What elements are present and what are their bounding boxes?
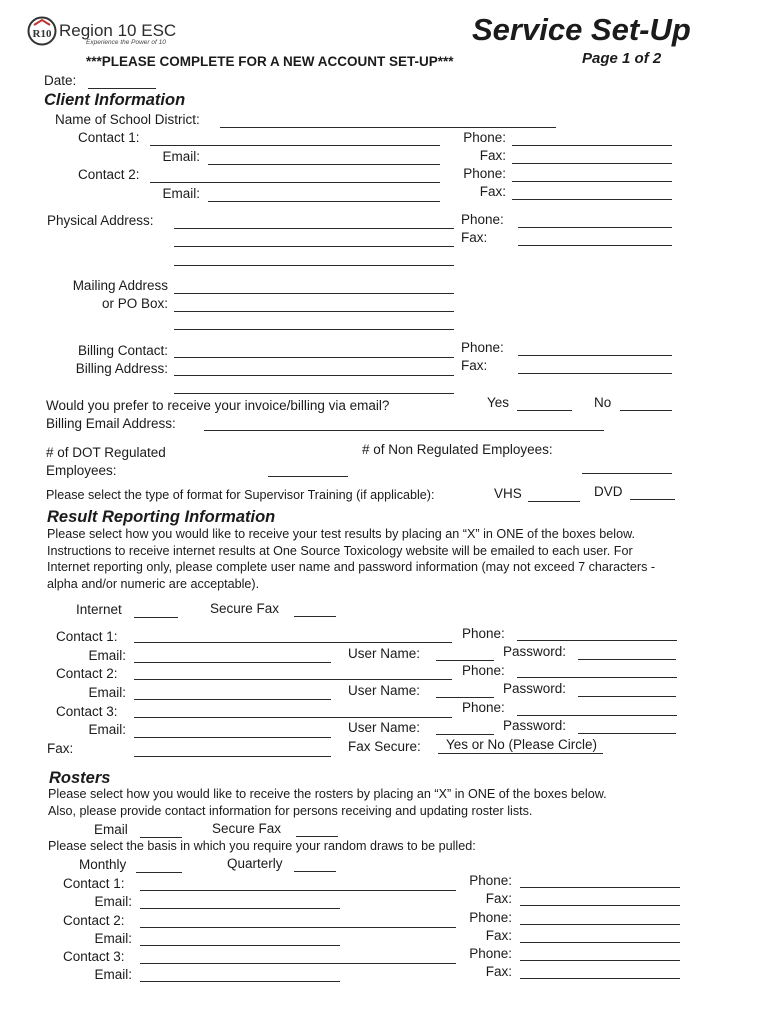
quarterly-field[interactable] [294,871,336,872]
billing-email-label: Billing Email Address: [46,416,176,431]
rosters-instructions-1: Please select how you would like to receive the rosters by placing an “X” in ONE of the boxes below. [48,787,607,801]
contact2-phone-field[interactable] [512,181,672,182]
vhs-field[interactable] [528,501,580,502]
contact2-fax-label: Fax: [479,184,506,199]
physical-address-field-1[interactable] [174,228,454,229]
logo-tagline: Experience the Power of 10 [86,39,166,46]
result-reporting-heading: Result Reporting Information [47,508,276,526]
roster-contact2-fax-label: Fax: [485,928,512,943]
result-contact1-username-field[interactable] [436,660,494,661]
secure-fax-field[interactable] [294,616,336,617]
physical-address-label: Physical Address: [47,213,154,228]
result-contact2-email-field[interactable] [134,699,331,700]
contact1-fax-label: Fax: [479,148,506,163]
billing-contact-label: Billing Contact: [77,343,168,358]
contact2-email-label: Email: [162,186,200,201]
fax-secure-choice[interactable]: Yes or No (Please Circle) [438,738,603,754]
result-fax-label: Fax: [47,741,74,756]
invoice-email-question: Would you prefer to receive your invoice/billing via email? [46,398,390,413]
physical-phone-label: Phone: [461,212,504,227]
result-contact2-field[interactable] [134,679,452,680]
result-fax-field[interactable] [134,756,331,757]
result-contact3-email-label: Email: [88,722,126,737]
contact1-email-label: Email: [162,149,200,164]
district-field[interactable] [220,127,556,128]
result-contact1-username-label: User Name: [348,646,421,661]
training-format-label: Please select the type of format for Supervisor Training (if applicable): [46,488,435,502]
roster-contact1-email-field[interactable] [140,908,340,909]
result-contact3-username-field[interactable] [436,734,494,735]
dot-label-line1: # of DOT Regulated [46,445,166,460]
roster-contact2-email-label: Email: [94,931,132,946]
contact2-email-field[interactable] [208,201,440,202]
roster-contact3-fax-field[interactable] [520,978,680,979]
billing-address-field-2[interactable] [174,393,454,394]
billing-address-field-1[interactable] [174,375,454,376]
contact1-label: Contact 1: [78,130,140,145]
result-contact2-phone-label: Phone: [462,663,505,678]
roster-contact3-phone-field[interactable] [520,960,680,961]
mailing-label-line1: Mailing Address [72,278,168,293]
mailing-label-line2: or PO Box: [101,296,168,311]
quarterly-label: Quarterly [227,856,283,871]
billing-address-label: Billing Address: [75,361,168,376]
result-contact1-label: Contact 1: [56,629,118,644]
roster-contact1-email-label: Email: [94,894,132,909]
roster-contact3-phone-label: Phone: [469,946,512,961]
roster-contact3-fax-label: Fax: [485,964,512,979]
contact1-field[interactable] [150,145,440,146]
billing-contact-field[interactable] [174,357,454,358]
monthly-field[interactable] [136,872,182,873]
result-contact2-label: Contact 2: [56,666,118,681]
mailing-address-field-1[interactable] [174,293,454,294]
result-contact1-phone-label: Phone: [462,626,505,641]
contact1-phone-label: Phone: [463,130,506,145]
dot-label-line2: Employees: [46,463,117,478]
internet-field[interactable] [134,617,178,618]
internet-label: Internet [76,602,122,617]
roster-contact2-fax-field[interactable] [520,942,680,943]
rosters-instructions-2: Also, please provide contact information for persons receiving and updating roster lists. [48,804,533,818]
invoice-yes-label: Yes [487,395,510,410]
roster-secure-fax-label: Secure Fax [212,821,282,836]
result-contact2-username-field[interactable] [436,697,494,698]
contact2-field[interactable] [150,182,440,183]
dvd-field[interactable] [630,499,675,500]
result-contact3-label: Contact 3: [56,704,118,719]
rosters-heading: Rosters [49,769,111,787]
vhs-label: VHS [494,486,522,501]
roster-email-field[interactable] [140,837,182,838]
roster-secure-fax-field[interactable] [296,836,338,837]
new-account-notice: ***PLEASE COMPLETE FOR A NEW ACCOUNT SET-UP*** [86,54,454,69]
dot-employees-field[interactable] [268,476,348,477]
billing-fax-label: Fax: [461,358,488,373]
result-contact2-password-label: Password: [503,681,567,696]
draw-basis-question: Please select the basis in which you require your random draws to be pulled: [48,839,476,853]
roster-contact1-label: Contact 1: [63,876,125,891]
contact2-label: Contact 2: [78,167,140,182]
page-number: Page 1 of 2 [582,50,662,67]
non-regulated-label: # of Non Regulated Employees: [362,442,553,457]
contact1-fax-field[interactable] [512,163,672,164]
client-info-heading: Client Information [44,91,186,109]
result-contact1-password-field[interactable] [578,659,676,660]
roster-contact1-phone-label: Phone: [469,873,512,888]
form-title: Service Set-Up [472,12,691,47]
result-contact3-password-label: Password: [503,718,567,733]
physical-fax-label: Fax: [461,230,488,245]
billing-fax-field[interactable] [518,373,672,374]
invoice-no-field[interactable] [620,410,672,411]
mailing-address-field-2[interactable] [174,311,454,312]
physical-fax-field[interactable] [518,245,672,246]
date-field[interactable] [88,88,156,89]
result-contact3-email-field[interactable] [134,737,331,738]
region10-logo-icon [27,16,57,46]
roster-contact2-phone-label: Phone: [469,910,512,925]
mailing-address-field-3[interactable] [174,329,454,330]
logo-text: Region 10 ESC [59,21,177,40]
roster-contact3-email-label: Email: [94,967,132,982]
roster-contact3-field[interactable] [140,963,456,964]
contact2-phone-label: Phone: [463,166,506,181]
roster-contact1-fax-label: Fax: [485,891,512,906]
fax-secure-label: Fax Secure: [348,739,421,754]
roster-contact2-email-field[interactable] [140,945,340,946]
date-label: Date: [44,73,77,88]
result-contact1-email-label: Email: [88,648,126,663]
roster-email-label: Email [94,822,128,837]
result-contact2-email-label: Email: [88,685,126,700]
result-contact1-phone-field[interactable] [517,640,677,641]
roster-contact1-fax-field[interactable] [520,905,680,906]
roster-contact2-phone-field[interactable] [520,924,680,925]
non-regulated-field[interactable] [582,473,672,474]
result-contact1-password-label: Password: [503,644,567,659]
result-contact3-password-field[interactable] [578,733,676,734]
result-contact2-password-field[interactable] [578,696,676,697]
result-contact3-username-label: User Name: [348,720,421,735]
svg-text:R10: R10 [32,28,52,40]
physical-address-field-2[interactable] [174,246,454,247]
contact1-email-field[interactable] [208,164,440,165]
roster-contact3-email-field[interactable] [140,981,340,982]
monthly-label: Monthly [79,857,127,872]
contact2-fax-field[interactable] [512,199,672,200]
billing-phone-field[interactable] [518,355,672,356]
result-contact1-email-field[interactable] [134,662,331,663]
contact1-phone-field[interactable] [512,145,672,146]
billing-email-field[interactable] [204,430,604,431]
result-instructions: Please select how you would like to receive your test results by placing an “X” in ONE of the boxes below. Instructions to receive internet results at One Source Toxicology website will be emailed to each user. For Internet reporting only, please complete user name and password information (may not exceed 7 characters - alpha and/or numeric are acceptable). [47,527,656,591]
result-contact2-phone-field[interactable] [517,677,677,678]
dvd-label: DVD [594,484,623,499]
billing-phone-label: Phone: [461,340,504,355]
roster-contact2-field[interactable] [140,927,456,928]
physical-address-field-3[interactable] [174,265,454,266]
result-contact2-username-label: User Name: [348,683,421,698]
result-contact3-field[interactable] [134,717,452,718]
district-label: Name of School District: [55,112,200,127]
result-contact3-phone-label: Phone: [462,700,505,715]
roster-contact1-field[interactable] [140,890,456,891]
roster-contact1-phone-field[interactable] [520,887,680,888]
invoice-yes-field[interactable] [517,410,572,411]
secure-fax-label: Secure Fax [210,601,280,616]
result-contact3-phone-field[interactable] [517,715,677,716]
invoice-no-label: No [594,395,612,410]
physical-phone-field[interactable] [518,227,672,228]
roster-contact2-label: Contact 2: [63,913,125,928]
roster-contact3-label: Contact 3: [63,949,125,964]
result-contact1-field[interactable] [134,642,452,643]
